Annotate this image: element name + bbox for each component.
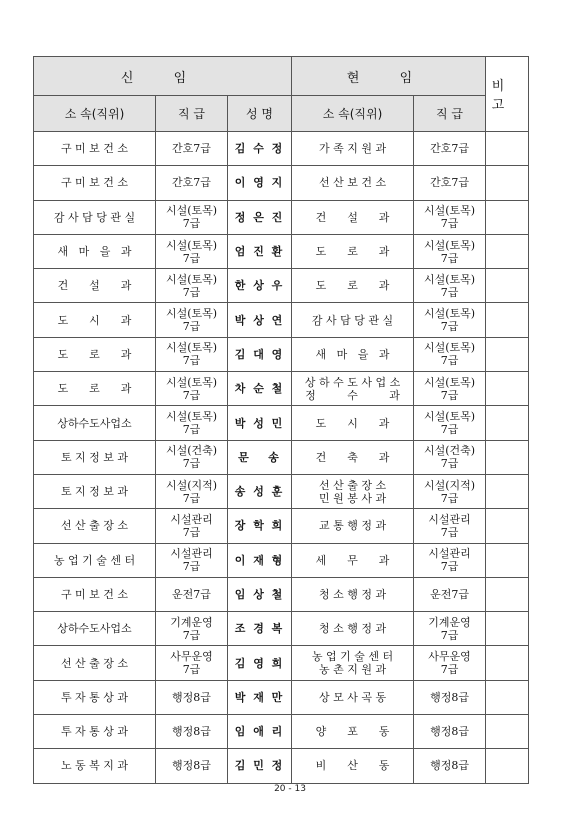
name-cell: 김 민 정 — [228, 749, 292, 783]
remark-cell — [486, 303, 529, 337]
current-dept-cell: 건 축 과 — [292, 440, 414, 474]
current-grade-cell: 행정8급 — [414, 680, 486, 714]
current-grade-cell: 시설(토목) 7급 — [414, 372, 486, 406]
name-cell: 송 성 훈 — [228, 474, 292, 508]
remark-cell — [486, 406, 529, 440]
new-dept-cell: 투 자 통 상 과 — [34, 715, 156, 749]
new-dept-cell: 구 미 보 건 소 — [34, 132, 156, 166]
name-cell: 박 재 만 — [228, 680, 292, 714]
remark-cell — [486, 440, 529, 474]
name-cell: 엄 진 환 — [228, 234, 292, 268]
current-dept-header: 소 속(직위) — [292, 96, 414, 132]
remark-cell — [486, 200, 529, 234]
current-dept-cell: 농 업 기 술 센 터 농 촌 지 원 과 — [292, 646, 414, 680]
table-row — [34, 166, 529, 200]
remark-cell — [486, 715, 529, 749]
new-grade-cell: 기계운영 7급 — [156, 612, 228, 646]
header-row-columns — [34, 96, 529, 132]
current-grade-cell: 운전7급 — [414, 577, 486, 611]
table-row — [34, 577, 529, 611]
name-cell: 김 영 희 — [228, 646, 292, 680]
table-row — [34, 509, 529, 543]
table-row — [34, 543, 529, 577]
new-grade-cell: 행정8급 — [156, 749, 228, 783]
current-grade-cell: 시설관리 7급 — [414, 509, 486, 543]
new-dept-cell: 도 로 과 — [34, 372, 156, 406]
new-dept-header: 소 속(직위) — [34, 96, 156, 132]
page-number: 20 - 13 — [274, 784, 306, 794]
new-appointment-header: 신 임 — [34, 57, 292, 96]
new-dept-cell: 상하수도사업소 — [34, 406, 156, 440]
current-dept-cell: 도 로 과 — [292, 269, 414, 303]
current-grade-cell: 사무운영 7급 — [414, 646, 486, 680]
new-dept-cell: 노 동 복 지 과 — [34, 749, 156, 783]
new-grade-cell: 행정8급 — [156, 715, 228, 749]
current-dept-cell: 새 마 을 과 — [292, 337, 414, 371]
new-grade-cell: 시설(토목) 7급 — [156, 200, 228, 234]
current-grade-cell: 간호7급 — [414, 132, 486, 166]
current-dept-cell: 세 무 과 — [292, 543, 414, 577]
remark-cell — [486, 646, 529, 680]
name-cell: 임 애 리 — [228, 715, 292, 749]
new-dept-cell: 투 자 통 상 과 — [34, 680, 156, 714]
name-cell: 정 은 진 — [228, 200, 292, 234]
current-dept-cell: 청 소 행 정 과 — [292, 612, 414, 646]
current-position-header: 현 임 — [292, 57, 486, 96]
current-dept-cell: 상 하 수 도 사 업 소 정 수 과 — [292, 372, 414, 406]
table-row — [34, 440, 529, 474]
new-dept-cell: 선 산 출 장 소 — [34, 509, 156, 543]
new-dept-cell: 농 업 기 술 센 터 — [34, 543, 156, 577]
name-cell: 임 상 철 — [228, 577, 292, 611]
table-row — [34, 269, 529, 303]
current-dept-cell: 도 로 과 — [292, 234, 414, 268]
table-row — [34, 474, 529, 508]
table-row — [34, 234, 529, 268]
remark-cell — [486, 132, 529, 166]
current-dept-cell: 상 모 사 곡 동 — [292, 680, 414, 714]
new-grade-cell: 시설(토목) 7급 — [156, 303, 228, 337]
current-dept-cell: 선 산 보 건 소 — [292, 166, 414, 200]
remark-cell — [486, 166, 529, 200]
table-row — [34, 715, 529, 749]
table-row — [34, 132, 529, 166]
remark-cell — [486, 234, 529, 268]
name-cell: 이 재 형 — [228, 543, 292, 577]
remark-cell — [486, 749, 529, 783]
table-row — [34, 406, 529, 440]
new-dept-cell: 감 사 담 당 관 실 — [34, 200, 156, 234]
remark-cell — [486, 543, 529, 577]
new-dept-cell: 건 설 과 — [34, 269, 156, 303]
current-dept-cell: 감 사 담 당 관 실 — [292, 303, 414, 337]
current-grade-cell: 시설(토목) 7급 — [414, 234, 486, 268]
name-header: 성 명 — [228, 96, 292, 132]
name-cell: 문 송 — [228, 440, 292, 474]
current-dept-cell: 교 통 행 정 과 — [292, 509, 414, 543]
new-dept-cell: 토 지 정 보 과 — [34, 474, 156, 508]
new-grade-cell: 사무운영 7급 — [156, 646, 228, 680]
new-grade-cell: 시설(토목) 7급 — [156, 337, 228, 371]
name-cell: 김 대 영 — [228, 337, 292, 371]
new-grade-cell: 시설(건축) 7급 — [156, 440, 228, 474]
current-grade-cell: 시설(토목) 7급 — [414, 337, 486, 371]
name-cell: 차 순 철 — [228, 372, 292, 406]
table-row — [34, 646, 529, 680]
name-cell: 박 성 민 — [228, 406, 292, 440]
new-grade-cell: 간호7급 — [156, 166, 228, 200]
current-grade-cell: 시설(토목) 7급 — [414, 200, 486, 234]
new-grade-cell: 시설관리 7급 — [156, 543, 228, 577]
current-dept-cell: 선 산 출 장 소 민 원 봉 사 과 — [292, 474, 414, 508]
current-grade-cell: 행정8급 — [414, 715, 486, 749]
current-dept-cell: 비 산 동 — [292, 749, 414, 783]
new-dept-cell: 도 시 과 — [34, 303, 156, 337]
table-row — [34, 200, 529, 234]
table-row — [34, 337, 529, 371]
table-row — [34, 749, 529, 783]
table-row — [34, 372, 529, 406]
remark-cell — [486, 577, 529, 611]
remark-cell — [486, 337, 529, 371]
current-grade-cell: 시설(토목) 7급 — [414, 406, 486, 440]
current-dept-cell: 건 설 과 — [292, 200, 414, 234]
table-row — [34, 303, 529, 337]
new-grade-cell: 시설(지적) 7급 — [156, 474, 228, 508]
header-row-groups — [34, 57, 529, 96]
new-grade-cell: 시설(토목) 7급 — [156, 406, 228, 440]
new-dept-cell: 도 로 과 — [34, 337, 156, 371]
new-dept-cell: 상하수도사업소 — [34, 612, 156, 646]
new-grade-cell: 운전7급 — [156, 577, 228, 611]
name-cell: 장 학 희 — [228, 509, 292, 543]
new-grade-cell: 간호7급 — [156, 132, 228, 166]
new-dept-cell: 토 지 정 보 과 — [34, 440, 156, 474]
current-dept-cell: 가 족 지 원 과 — [292, 132, 414, 166]
new-dept-cell: 선 산 출 장 소 — [34, 646, 156, 680]
name-cell: 이 영 지 — [228, 166, 292, 200]
current-grade-cell: 시설(토목) 7급 — [414, 269, 486, 303]
new-dept-cell: 구 미 보 건 소 — [34, 166, 156, 200]
current-grade-cell: 행정8급 — [414, 749, 486, 783]
personnel-table — [33, 56, 529, 784]
current-grade-cell: 시설(건축) 7급 — [414, 440, 486, 474]
name-cell: 한 상 우 — [228, 269, 292, 303]
current-dept-cell: 양 포 동 — [292, 715, 414, 749]
current-grade-cell: 시설(토목) 7급 — [414, 303, 486, 337]
current-grade-cell: 시설관리 7급 — [414, 543, 486, 577]
remark-cell — [486, 509, 529, 543]
current-grade-header: 직 급 — [414, 96, 486, 132]
current-dept-cell: 도 시 과 — [292, 406, 414, 440]
current-grade-cell: 시설(지적) 7급 — [414, 474, 486, 508]
name-cell: 김 수 정 — [228, 132, 292, 166]
new-grade-cell: 시설(토목) 7급 — [156, 269, 228, 303]
new-grade-cell: 시설관리 7급 — [156, 509, 228, 543]
name-cell: 박 상 연 — [228, 303, 292, 337]
current-grade-cell: 간호7급 — [414, 166, 486, 200]
name-cell: 조 경 복 — [228, 612, 292, 646]
remark-cell — [486, 680, 529, 714]
new-grade-cell: 시설(토목) 7급 — [156, 372, 228, 406]
table-row — [34, 612, 529, 646]
new-dept-cell: 새 마 을 과 — [34, 234, 156, 268]
table-row — [34, 680, 529, 714]
new-grade-cell: 시설(토목) 7급 — [156, 234, 228, 268]
current-grade-cell: 기계운영 7급 — [414, 612, 486, 646]
remark-cell — [486, 269, 529, 303]
remark-header: 비 고 — [486, 57, 529, 132]
new-grade-cell: 행정8급 — [156, 680, 228, 714]
remark-cell — [486, 372, 529, 406]
new-dept-cell: 구 미 보 건 소 — [34, 577, 156, 611]
current-dept-cell: 청 소 행 정 과 — [292, 577, 414, 611]
remark-cell — [486, 474, 529, 508]
remark-cell — [486, 612, 529, 646]
new-grade-header: 직 급 — [156, 96, 228, 132]
